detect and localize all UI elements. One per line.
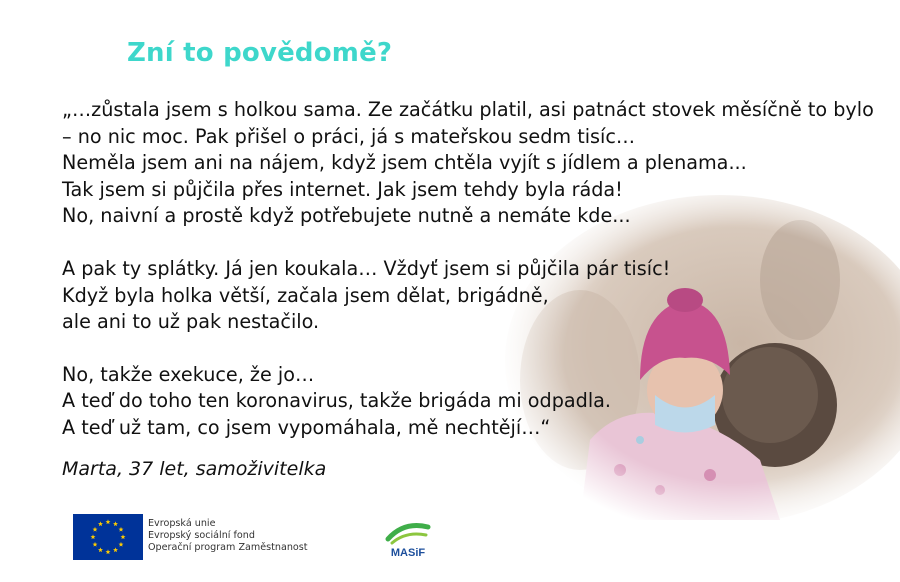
quote-line: No, naivní a prostě když potřebujete nutně a nemáte kde... [62,204,631,228]
eu-line: Evropská unie [148,518,216,529]
masif-logo-text: MASiF [390,547,426,559]
eu-funding-text [148,518,308,554]
quote-line: A teď do toho ten koronavirus, takže brigáda mi odpadla. [62,389,612,413]
quote-line: A teď už tam, co jsem vypomáhala, mě nechtějí…“ [62,415,551,439]
quote-line: A pak ty splátky. Já jen koukala… Vždyť jsem si půjčila pár tisíc! [62,256,671,280]
paragraph-gap [62,230,862,256]
quote-line: ale ani to už pak nestačilo. [62,310,320,334]
masif-logo [384,519,432,559]
quote-line: Neměla jsem ani na nájem, když jsem chtěla vyjít s jídlem a plenama... [62,151,747,175]
quote-author: Marta, 37 let, samoživitelka [62,458,327,480]
eu-line: Evropský sociální fond [148,530,255,541]
quote-text [62,97,874,442]
page-title: Zní to povědomě? [127,38,393,68]
quote-line: Když byla holka větší, začala jsem dělat, brigádně, [62,283,549,307]
paragraph-gap [62,336,862,362]
eu-flag-icon [73,514,143,560]
quote-line: Tak jsem si půjčila přes internet. Jak jsem tehdy byla ráda! [62,177,623,201]
quote-line: No, takže exekuce, že jo… [62,362,315,386]
quote-line: „…zůstala jsem s holkou sama. Ze začátku platil, asi patnáct stovek měsíčně to bylo [62,98,874,121]
eu-line: Operační program Zaměstnanost [148,542,308,553]
quote-line: – no nic moc. Pak přišel o práci, já s mateřskou sedm tisíc… [62,124,636,148]
